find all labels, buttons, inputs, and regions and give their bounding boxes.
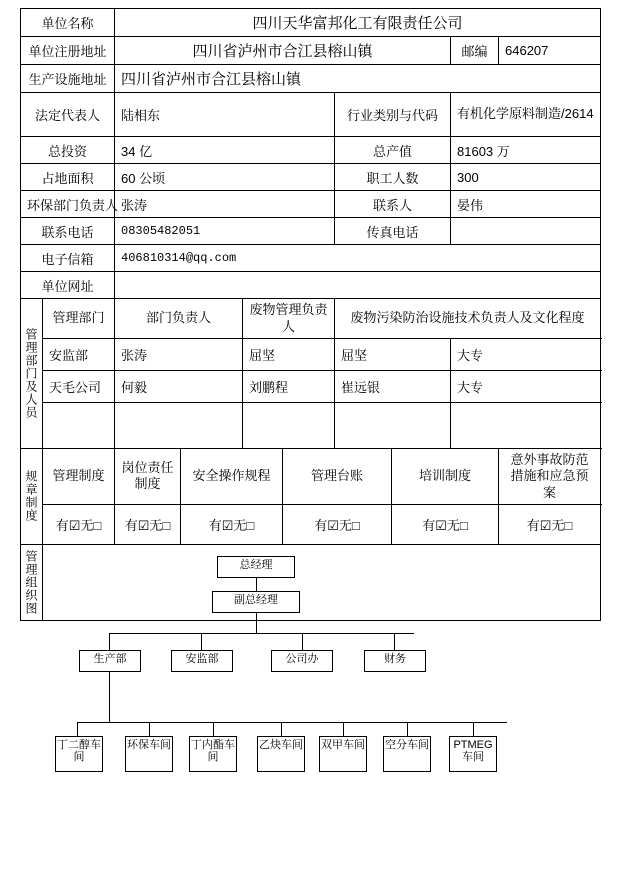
phone-value: 08305482051 — [115, 218, 335, 245]
table-row-reg-address — [21, 37, 601, 65]
mgmt-tech-head-empty — [335, 403, 451, 449]
email-value: 406810314@qq.com — [115, 245, 601, 272]
mgmt-waste-head-2: 刘鹏程 — [243, 371, 335, 403]
total-output-label: 总产值 — [335, 137, 451, 164]
mgmt-tech-head-1: 屈坚 — [335, 339, 451, 371]
total-investment-label: 总投资 — [21, 137, 115, 164]
org-node-company-office: 公司办 — [271, 650, 333, 672]
unit-name-label: 单位名称 — [21, 9, 115, 37]
mgmt-tech-edu-1: 大专 — [451, 339, 601, 371]
org-node-workshop-1: 丁二醇车间 — [55, 736, 103, 772]
org-chart-row — [21, 544, 601, 620]
contact-person-label: 联系人 — [335, 191, 451, 218]
org-node-finance: 财务 — [364, 650, 426, 672]
mgmt-dept-head-1: 张涛 — [115, 339, 243, 371]
website-label: 单位网址 — [21, 272, 115, 299]
org-drop-l4-2 — [149, 722, 150, 736]
mgmt-tech-edu-empty — [451, 403, 601, 449]
legal-rep-label: 法定代表人 — [21, 93, 115, 137]
mgmt-dept-head-empty — [115, 403, 243, 449]
table-row-env-head — [21, 191, 601, 218]
postcode-label: 邮编 — [451, 37, 499, 65]
org-node-production-dept: 生产部 — [79, 650, 141, 672]
contact-person-value: 晏伟 — [451, 191, 601, 218]
rules-header-1: 管理制度 — [43, 449, 115, 505]
org-node-workshop-4: 乙炔车间 — [257, 736, 305, 772]
org-node-workshop-7: PTMEG车间 — [449, 736, 497, 772]
rules-checkbox-6[interactable]: 有☑无□ — [499, 504, 601, 544]
table-row-email — [21, 245, 601, 272]
prod-address-label: 生产设施地址 — [21, 65, 115, 93]
org-drop-l3-2 — [201, 633, 202, 650]
mgmt-dept-empty — [43, 403, 115, 449]
env-head-label: 环保部门负责人 — [21, 191, 115, 218]
rules-header-row — [21, 449, 601, 505]
reg-address-label: 单位注册地址 — [21, 37, 115, 65]
org-bus-level3 — [109, 633, 414, 634]
mgmt-tech-edu-2: 大专 — [451, 371, 601, 403]
rules-header-2: 岗位责任制度 — [115, 449, 181, 505]
org-connector-l2-down — [256, 613, 257, 633]
mgmt-section-side-label: 管理部门及人员 — [21, 299, 43, 449]
mgmt-waste-head-1: 屈坚 — [243, 339, 335, 371]
rules-header-6: 意外事故防范措施和应急预案 — [499, 449, 601, 505]
org-node-workshop-5: 双甲车间 — [319, 736, 367, 772]
rules-checkbox-2[interactable]: 有☑无□ — [115, 504, 181, 544]
org-node-deputy-general-manager: 副总经理 — [212, 591, 300, 613]
org-drop-l4-5 — [343, 722, 344, 736]
prod-address-value: 四川省泸州市合江县榕山镇 — [115, 65, 601, 93]
table-row-legal-rep — [21, 93, 601, 137]
email-label: 电子信箱 — [21, 245, 115, 272]
org-drop-l3-1 — [109, 633, 110, 650]
org-node-safety-dept: 安监部 — [171, 650, 233, 672]
org-drop-l4-1 — [77, 722, 78, 736]
company-info-table — [20, 8, 601, 764]
org-drop-l4-6 — [407, 722, 408, 736]
org-node-workshop-2: 环保车间 — [125, 736, 173, 772]
total-investment-value: 34 亿 — [115, 137, 335, 164]
mgmt-tech-head-2: 崔远银 — [335, 371, 451, 403]
org-drop-l3-3 — [302, 633, 303, 650]
org-bus-level4 — [77, 722, 507, 723]
rules-value-row — [21, 504, 601, 544]
mgmt-empty-row — [21, 403, 601, 449]
rules-header-3: 安全操作规程 — [181, 449, 283, 505]
rules-checkbox-1[interactable]: 有☑无□ — [43, 504, 115, 544]
rules-header-4: 管理台账 — [283, 449, 392, 505]
table-row-website — [21, 272, 601, 299]
table-row-prod-address — [21, 65, 601, 93]
phone-label: 联系电话 — [21, 218, 115, 245]
industry-value: 有机化学原料制造/2614 — [451, 93, 601, 137]
fax-value — [451, 218, 601, 245]
mgmt-dept-1: 安监部 — [43, 339, 115, 371]
org-connector-l3-l4 — [109, 672, 110, 722]
total-output-value: 81603 万 — [451, 137, 601, 164]
table-row-total-investment — [21, 137, 601, 164]
document-page — [0, 8, 622, 886]
env-head-value: 张涛 — [115, 191, 335, 218]
mgmt-col-header-dept: 管理部门 — [43, 299, 115, 339]
org-node-workshop-3: 丁内酯车间 — [189, 736, 237, 772]
reg-address-value: 四川省泸州市合江县榕山镇 — [115, 37, 451, 65]
mgmt-header-row — [21, 299, 601, 339]
land-area-value: 60 公顷 — [115, 164, 335, 191]
org-section-side-label: 管理组织图 — [21, 544, 43, 620]
org-node-general-manager: 总经理 — [217, 556, 295, 578]
org-drop-l4-3 — [213, 722, 214, 736]
org-chart — [49, 548, 594, 764]
staff-count-value: 300 — [451, 164, 601, 191]
org-node-workshop-6: 空分车间 — [383, 736, 431, 772]
rules-checkbox-5[interactable]: 有☑无□ — [392, 504, 499, 544]
industry-label: 行业类别与代码 — [335, 93, 451, 137]
mgmt-dept-head-2: 何毅 — [115, 371, 243, 403]
rules-checkbox-3[interactable]: 有☑无□ — [181, 504, 283, 544]
org-drop-l3-4 — [394, 633, 395, 650]
fax-label: 传真电话 — [335, 218, 451, 245]
mgmt-data-row-1 — [21, 339, 601, 371]
website-value — [115, 272, 601, 299]
table-row-phone — [21, 218, 601, 245]
table-row-land-area — [21, 164, 601, 191]
rules-section-side-label: 规章制度 — [21, 449, 43, 545]
org-drop-l4-7 — [473, 722, 474, 736]
mgmt-col-header-tech-head: 废物污染防治设施技术负责人及文化程度 — [335, 299, 601, 339]
mgmt-waste-head-empty — [243, 403, 335, 449]
mgmt-col-header-dept-head: 部门负责人 — [115, 299, 243, 339]
postcode-value: 646207 — [499, 37, 601, 65]
rules-header-5: 培训制度 — [392, 449, 499, 505]
unit-name-value: 四川天华富邦化工有限责任公司 — [115, 9, 601, 37]
mgmt-dept-2: 天毛公司 — [43, 371, 115, 403]
org-drop-l4-4 — [281, 722, 282, 736]
table-row-unit-name — [21, 9, 601, 37]
org-chart-cell — [43, 544, 601, 764]
mgmt-data-row-2 — [21, 371, 601, 403]
staff-count-label: 职工人数 — [335, 164, 451, 191]
org-connector-l1-l2 — [256, 578, 257, 591]
mgmt-col-header-waste-head: 废物管理负责人 — [243, 299, 335, 339]
land-area-label: 占地面积 — [21, 164, 115, 191]
rules-checkbox-4[interactable]: 有☑无□ — [283, 504, 392, 544]
legal-rep-value: 陆相东 — [115, 93, 335, 137]
